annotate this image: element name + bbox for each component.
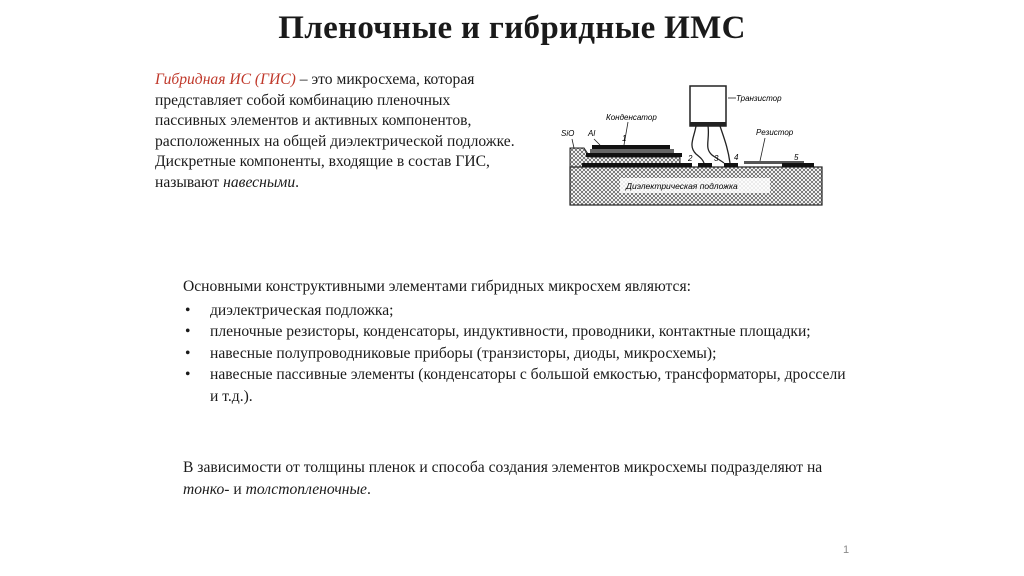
closing-mid: и	[229, 481, 246, 498]
closing-end: .	[366, 481, 371, 498]
list-item-text: диэлектрическая подложка;	[210, 301, 394, 319]
transistor-body	[690, 86, 726, 126]
transistor-lead-left	[692, 126, 704, 163]
intro-text: – это микросхема, которая представляет собой комбинацию пленочных пассивных элементов и активных компонентов, расположенных на общей диэлектрической подложке. Дискретные компоненты, входящие в состав ГИС, называют	[155, 71, 515, 191]
main-content	[183, 276, 853, 407]
leader-al	[594, 139, 600, 145]
page-number: 1	[843, 544, 850, 556]
list-item-text: навесные пассивные элементы (конденсаторы с большой емкостью, трансформаторы, дроссели и т.д.).	[210, 366, 846, 405]
pad-2	[698, 163, 712, 167]
elements-list	[183, 300, 853, 408]
capacitor-dielectric	[590, 149, 674, 153]
list-item	[183, 364, 853, 407]
elements-heading: Основными конструктивными элементами гибридных микросхем являются:	[183, 278, 691, 295]
closing-paragraph	[183, 457, 863, 501]
pad-3	[724, 163, 738, 167]
list-item	[183, 343, 853, 365]
closing-text: В зависимости от толщины пленок и способа создания элементов микросхемы подразделяют на	[183, 459, 823, 476]
label-sio: SiO	[561, 129, 575, 138]
transistor-lead-right	[720, 126, 730, 163]
list-item-text: навесные полупроводниковые приборы (транзисторы, диоды, микросхемы);	[210, 344, 717, 362]
list-item	[183, 321, 853, 343]
list-item	[183, 300, 853, 322]
leader-sio	[572, 139, 574, 148]
intro-paragraph	[155, 70, 525, 193]
capacitor-plate-top	[592, 145, 670, 149]
intro-end: .	[295, 173, 300, 191]
bullet: •	[185, 301, 191, 319]
label-al: Al	[588, 129, 596, 138]
label-n5: 5	[794, 153, 799, 162]
bullet: •	[185, 323, 191, 340]
list-item-text: пленочные резисторы, конденсаторы, индуктивности, проводники, контактные площадки;	[210, 323, 811, 340]
label-capacitor: Конденсатор	[606, 113, 657, 122]
label-n1: 1	[622, 134, 627, 143]
label-resistor: Резистор	[756, 128, 794, 137]
label-n2: 2	[688, 154, 693, 163]
closing-emphasis-thick: толстопленочные	[245, 481, 367, 498]
bullet: •	[185, 344, 191, 362]
leader-resistor	[760, 138, 765, 161]
gis-term: Гибридная ИС (ГИС)	[155, 71, 296, 88]
label-n3: 3	[714, 154, 719, 163]
conductor-left	[582, 163, 692, 167]
closing-emphasis-thin: тонко-	[183, 481, 230, 498]
transistor-base	[690, 122, 726, 126]
label-transistor: Транзистор	[736, 94, 782, 103]
label-n4: 4	[734, 153, 739, 162]
conductor-right	[782, 163, 814, 167]
bullet: •	[185, 366, 191, 383]
slide-title: Пленочные и гибридные ИМС	[278, 10, 746, 46]
intro-emphasis: навесными	[223, 173, 296, 191]
hybrid-ic-diagram	[560, 82, 830, 212]
label-substrate: Диэлектрическая подложка	[626, 181, 738, 191]
capacitor-plate-bottom	[586, 153, 682, 157]
